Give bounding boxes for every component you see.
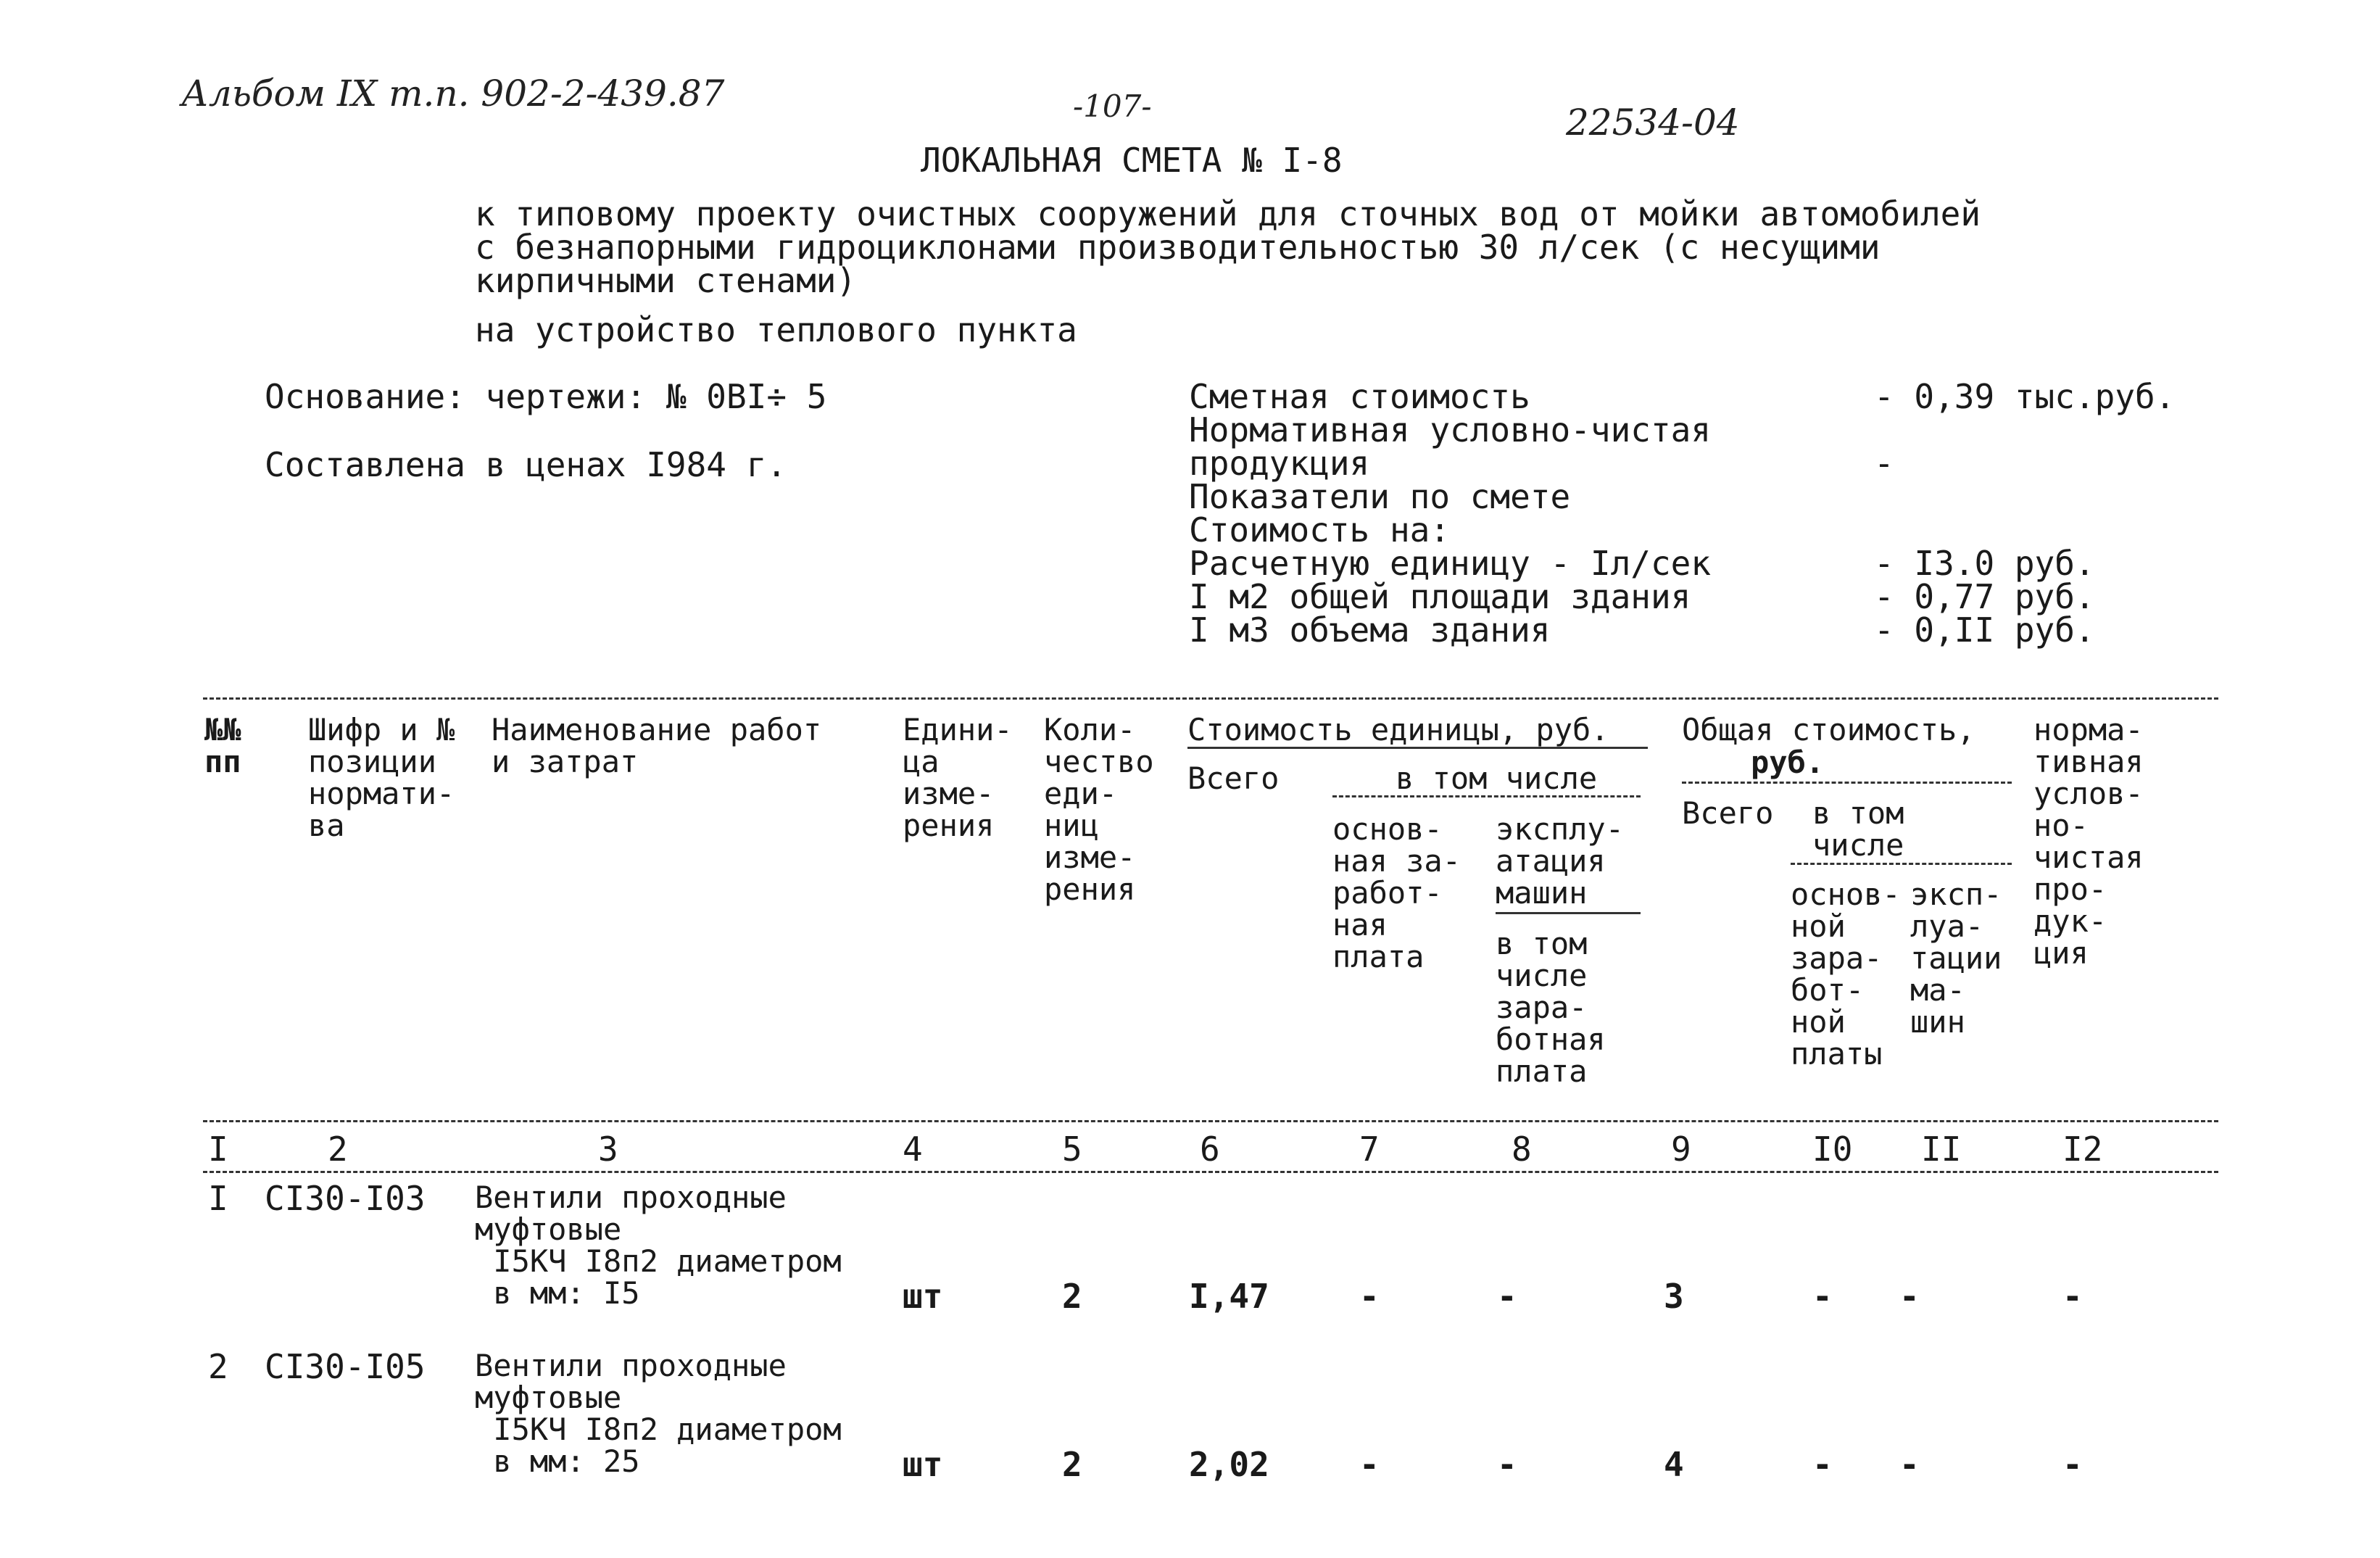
summary-value-nup: - <box>1874 444 1894 483</box>
summary-line-1: Сметная стоимость <box>1189 377 1530 416</box>
row-unit-wage: - <box>1359 1445 1380 1484</box>
column-numbers-rule <box>203 1171 2218 1173</box>
row-unit-total: I,47 <box>1189 1277 1269 1316</box>
colnum-1: I <box>208 1130 228 1169</box>
header-bottom-rule <box>203 1120 2218 1122</box>
row-total: 4 <box>1664 1445 1684 1484</box>
summary-value-estimate: - 0,39 тыс.руб. <box>1874 377 2176 416</box>
total-cost-rule <box>1682 782 2012 784</box>
row-name: Вентили проходные муфтовые I5КЧ I8п2 диаметром в мм: I5 <box>475 1180 842 1311</box>
header-col-6: Всего <box>1187 761 1280 796</box>
row-nup: - <box>2062 1445 2083 1484</box>
summary-line-8: I м3 объема здания <box>1189 610 1551 650</box>
colnum-7: 7 <box>1359 1130 1380 1169</box>
summary-value-per-m3: - 0,II руб. <box>1874 610 2095 650</box>
colnum-3: 3 <box>598 1130 618 1169</box>
subtitle-line-1: к типовому проекту очистных сооружений для сточных вод от мойки автомобилей <box>475 194 1981 233</box>
basis-prices: Составлена в ценах I984 г. <box>265 445 787 484</box>
document-title: ЛОКАЛЬНАЯ СМЕТА № I-8 <box>921 141 1343 180</box>
header-incl-2: в том числе <box>1812 795 1904 863</box>
summary-line-4: Показатели по смете <box>1189 477 1571 516</box>
col-8a-underline <box>1496 912 1641 914</box>
row-unit: шт <box>903 1445 943 1484</box>
subtitle-line-2: с безнапорными гидроциклонами производительностью 30 л/сек (с несущими <box>475 228 1881 267</box>
row-unit-total: 2,02 <box>1189 1445 1269 1484</box>
header-col-qty: Коли- чество еди- ниц изме- рения <box>1044 712 1154 907</box>
colnum-9: 9 <box>1671 1130 1691 1169</box>
row-unit: шт <box>903 1277 943 1316</box>
summary-line-6: Расчетную единицу - Iл/сек <box>1189 544 1712 583</box>
row-code: CI30-I05 <box>265 1347 426 1386</box>
colnum-4: 4 <box>903 1130 923 1169</box>
unit-cost-underline <box>1187 747 1648 749</box>
incl-1-rule <box>1332 795 1641 797</box>
colnum-8: 8 <box>1512 1130 1532 1169</box>
summary-value-per-unit: - I3.0 руб. <box>1874 544 2095 583</box>
album-reference: Альбом IX т.п. 902-2-439.87 <box>181 72 725 115</box>
header-col-8b: в том числе зара- ботная плата <box>1496 926 1606 1089</box>
header-col-unit: Едини- ца изме- рения <box>903 712 1013 843</box>
colnum-6: 6 <box>1200 1130 1220 1169</box>
row-total-machines: - <box>1899 1445 1920 1484</box>
subtitle-line-3: кирпичными стенами) <box>475 261 857 300</box>
row-total-machines: - <box>1899 1277 1920 1316</box>
document-code: 22534-04 <box>1566 101 1740 144</box>
row-qty: 2 <box>1062 1277 1082 1316</box>
header-col-9: Всего <box>1682 795 1774 831</box>
row-total-wage: - <box>1812 1445 1833 1484</box>
summary-line-5: Стоимость на: <box>1189 510 1451 550</box>
row-unit-wage: - <box>1359 1277 1380 1316</box>
header-col-7: основ- ная за- работ- ная плата <box>1332 811 1461 974</box>
row-name: Вентили проходные муфтовые I5КЧ I8п2 диаметром в мм: 25 <box>475 1348 842 1479</box>
colnum-10: I0 <box>1812 1130 1853 1169</box>
row-total: 3 <box>1664 1277 1684 1316</box>
colnum-2: 2 <box>328 1130 348 1169</box>
header-col-11: эксп- луа- тации ма- шин <box>1910 877 2002 1040</box>
row-nup: - <box>2062 1277 2083 1316</box>
header-col-num: №№ пп <box>204 712 241 779</box>
summary-line-2: Нормативная условно-чистая <box>1189 410 1712 449</box>
row-total-wage: - <box>1812 1277 1833 1316</box>
colnum-12: I2 <box>2062 1130 2103 1169</box>
page-number: -107- <box>1073 88 1152 124</box>
header-total-rub: руб. <box>1751 745 1825 780</box>
summary-line-7: I м2 общей площади здания <box>1189 577 1691 616</box>
basis-drawings: Основание: чертежи: № 0BI÷ 5 <box>265 377 827 416</box>
colnum-5: 5 <box>1062 1130 1082 1169</box>
summary-value-per-m2: - 0,77 руб. <box>1874 577 2095 616</box>
incl-2-rule <box>1791 863 2012 865</box>
row-number: 2 <box>208 1347 228 1386</box>
summary-line-3: продукция <box>1189 444 1370 483</box>
row-unit-machines: - <box>1497 1445 1517 1484</box>
row-code: CI30-I03 <box>265 1179 426 1218</box>
header-total-cost: Общая стоимость, <box>1682 712 1975 747</box>
purpose-line: на устройство теплового пункта <box>475 310 1077 349</box>
header-unit-cost: Стоимость единицы, руб. <box>1187 712 1609 747</box>
row-number: I <box>208 1179 228 1218</box>
header-col-code: Шифр и № позиции нормати- ва <box>308 712 455 843</box>
header-col-8a: эксплу- атация машин <box>1496 811 1625 911</box>
row-qty: 2 <box>1062 1445 1082 1484</box>
header-col-name: Наименование работ и затрат <box>492 712 822 779</box>
table-top-rule <box>203 697 2218 700</box>
header-incl-1: в том числе <box>1396 761 1598 796</box>
row-unit-machines: - <box>1497 1277 1517 1316</box>
colnum-11: II <box>1921 1130 1962 1169</box>
header-col-12: норма- тивная услов- но- чистая про- дук- ция <box>2033 712 2144 971</box>
header-col-10: основ- ной зара- бот- ной платы <box>1791 877 1901 1072</box>
